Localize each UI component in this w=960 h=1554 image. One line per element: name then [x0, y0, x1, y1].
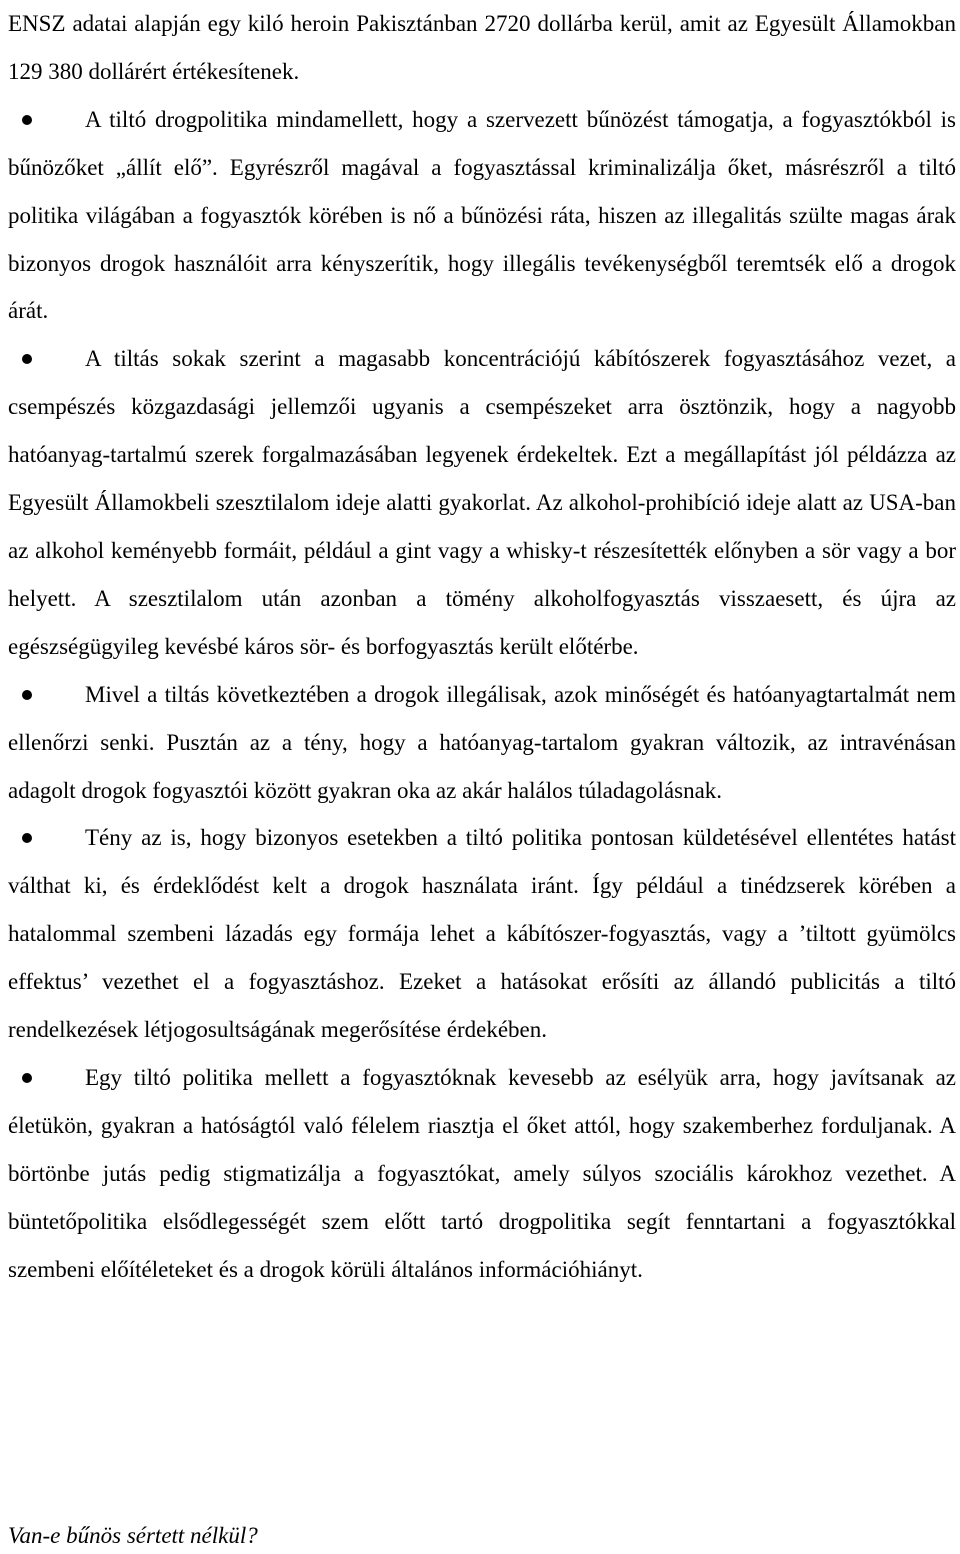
document-body [8, 0, 956, 1293]
bullet-item [8, 335, 956, 670]
bullet-text: Mivel a tiltás következtében a drogok illegálisak, azok minőségét és hatóanyagtartalmát nem ellenőrzi senki. Pusztán az a tény, hogy a hatóanyag-tartalom gyakran változik, az intravénásan adagolt drogok fogyasztói között gyakran oka az akár halálos túladagolásnak. [8, 681, 956, 803]
section-heading: Van-e bűnös sértett nélkül? [8, 1523, 258, 1548]
bullet-item [8, 1054, 956, 1294]
bullet-item [8, 96, 956, 336]
bullet-icon [22, 354, 32, 364]
bullet-icon [22, 833, 32, 843]
bullet-text: A tiltó drogpolitika mindamellett, hogy a szervezett bűnözést támogatja, a fogyasztókból is bűnözőket „állít elő”. Egyrészről magával a fogyasztással kriminalizálja őket, másrészről a tiltó politika világában a fogyasztók körében is nő a bűnözési ráta, hiszen az illegalitás szülte magas árak bizonyos drogok használóit arra kényszerítik, hogy illegális tevékenységből teremtsék elő a drogok árát. [8, 106, 956, 324]
bullet-item [8, 671, 956, 815]
bullet-icon [22, 1073, 32, 1083]
intro-paragraph: ENSZ adatai alapján egy kiló heroin Pakisztánban 2720 dollárba kerül, amit az Egyesült Államokban 129 380 dollárért értékesítenek. [8, 11, 956, 84]
bullet-icon [22, 115, 32, 125]
bullet-text: Tény az is, hogy bizonyos esetekben a tiltó politika pontosan küldetésével ellentétes hatást válthat ki, és érdeklődést kelt a drogok használata iránt. Így például a tinédzserek körében a hatalommal szembeni lázadás egy formája lehet a kábítószer-fogyasztás, vagy a ’tiltott gyümölcs effektus’ vezethet el a fogyasztáshoz. Ezeket a hatásokat erősíti az állandó publicitás a tiltó rendelkezések létjogosultságának megerősítése érdekében. [8, 825, 956, 1043]
bullet-item [8, 814, 956, 1054]
bullet-icon [22, 690, 32, 700]
bullet-text: A tiltás sokak szerint a magasabb koncentrációjú kábítószerek fogyasztásához vezet, a csempészés közgazdasági jellemzői ugyanis a csempészeket arra ösztönzik, hogy a nagyobb hatóanyag-tartalmú szerek forgalmazásában legyenek érdekeltek. Ezt a megállapítást jól példázza az Egyesült Államokbeli szesztilalom ideje alatti gyakorlat. Az alkohol-prohibíció ideje alatt az USA-ban az alkohol keményebb formáit, például a gint vagy a whisky-t részesítették előnyben a sör vagy a bor helyett. A szesztilalom után azonban a tömény alkoholfogyasztás visszaesett, és újra az egészségügyileg kevésbé káros sör- és borfogyasztás került előtérbe. [8, 346, 956, 659]
bullet-text: Egy tiltó politika mellett a fogyasztóknak kevesebb az esélyük arra, hogy javítsanak az életükön, gyakran a hatóságtól való félelem riasztja el őket attól, hogy szakemberhez forduljanak. A börtönbe jutás pedig stigmatizálja a fogyasztókat, amely súlyos szociális károkhoz vezethet. A büntetőpolitika elsődlegességét szem előtt tartó drogpolitika segít fenntartani a fogyasztókkal szembeni előítéleteket és a drogok körüli általános információhiányt. [8, 1064, 956, 1282]
